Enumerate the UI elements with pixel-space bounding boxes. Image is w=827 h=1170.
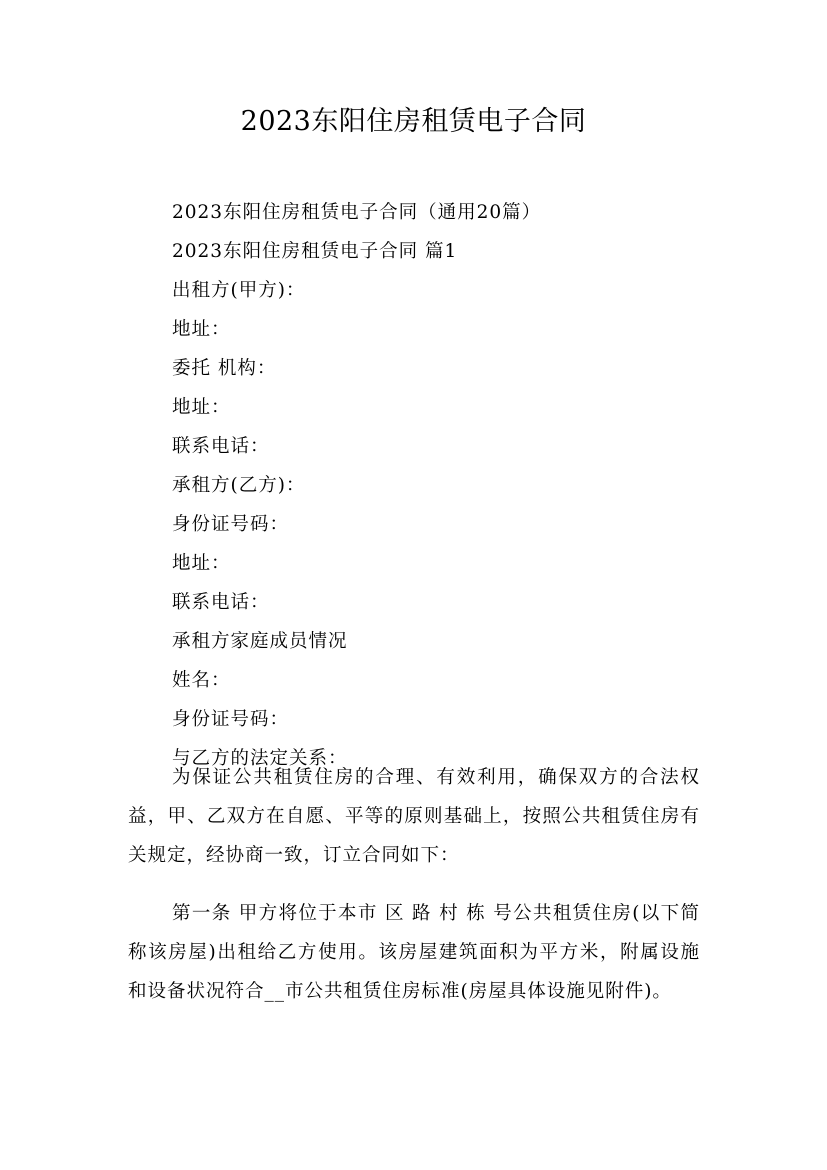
family-members-heading: 承租方家庭成员情况	[172, 631, 348, 652]
section-heading: 2023东阳住房租赁电子合同 篇1	[172, 241, 458, 262]
subtitle-line: 2023东阳住房租赁电子合同（通用20篇）	[172, 202, 542, 223]
article-one-paragraph: 第一条 甲方将位于本市 区 路 村 栋 号公共租赁住房(以下简称该房屋)出租给乙方使用。该房屋建筑面积为平方米，附属设施和设备状况符合__市公共租赁住房标准(房屋具体设施见附件)。	[128, 903, 700, 1002]
member-relation-label: 与乙方的法定关系：	[172, 748, 348, 769]
lessee-label: 承租方(乙方)：	[172, 475, 306, 496]
lessee-id-label: 身份证号码：	[172, 514, 290, 535]
member-id-label: 身份证号码：	[172, 709, 290, 730]
agency-address-label: 地址：	[172, 397, 231, 418]
contract-field-list	[172, 193, 712, 778]
lessor-address-label: 地址：	[172, 319, 231, 340]
lessee-phone-label: 联系电话：	[172, 592, 270, 613]
preamble-paragraph: 为保证公共租赁住房的合理、有效利用，确保双方的合法权益，甲、乙双方在自愿、平等的原则基础上，按照公共租赁住房有关规定，经协商一致，订立合同如下：	[128, 767, 700, 866]
agency-label: 委托 机构：	[172, 358, 277, 379]
document-title: 2023东阳住房租赁电子合同	[240, 106, 587, 137]
lessor-label: 出租方(甲方)：	[172, 280, 306, 301]
member-name-label: 姓名：	[172, 670, 231, 691]
lessee-address-label: 地址：	[172, 553, 231, 574]
lessor-phone-label: 联系电话：	[172, 436, 270, 457]
